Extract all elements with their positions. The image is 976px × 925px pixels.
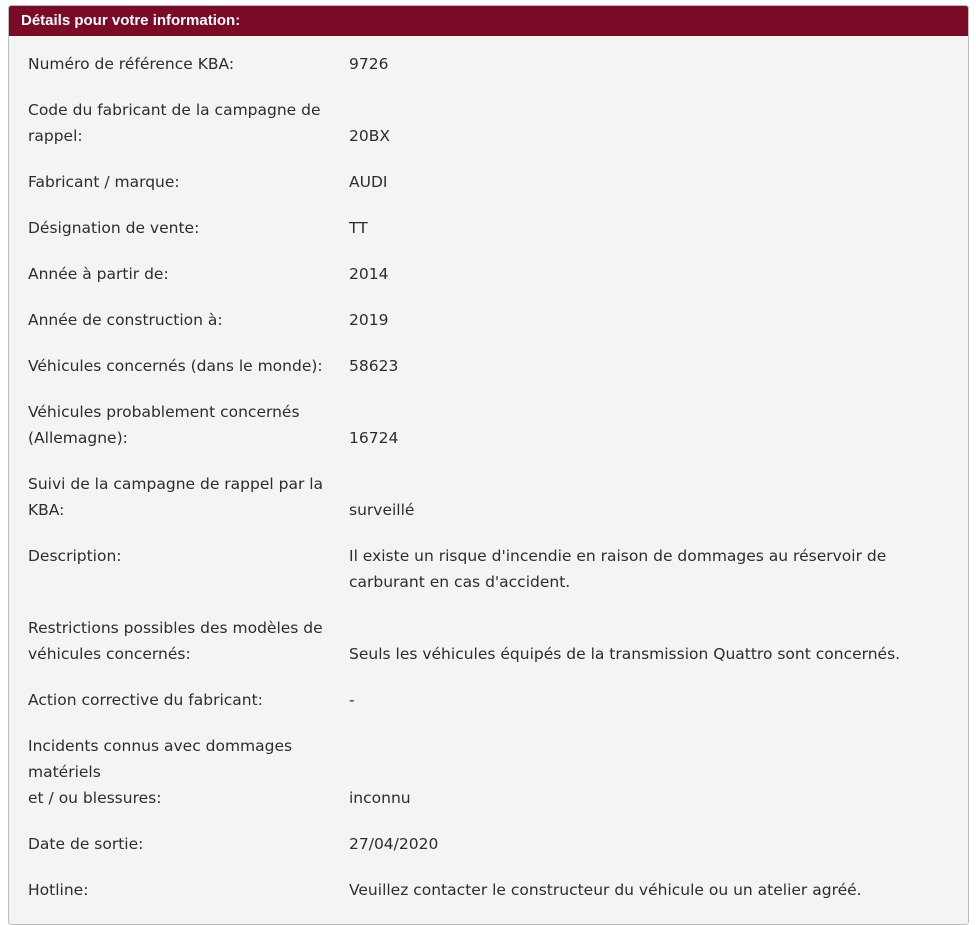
row-value: 2019 [349,311,389,329]
panel-title: Détails pour votre information: [9,6,968,36]
row-value: 27/04/2020 [349,835,439,853]
row-hotline [9,877,968,903]
row-value: AUDI [349,173,388,191]
row-label: Hotline: [28,881,89,899]
row-value: inconnu [349,789,411,807]
row-label: Code du fabricant de la campagne de rappel: [28,101,321,145]
row-model-restrictions [9,615,968,667]
row-label: Suivi de la campagne de rappel par la KBA: [28,475,324,519]
row-label: Année de construction à: [28,311,223,329]
row-label: Description: [28,547,122,565]
row-label: Action corrective du fabricant: [28,691,263,709]
row-description [9,543,968,595]
row-manufacturer-code [9,97,968,149]
row-value: 16724 [349,429,399,447]
row-value: Veuillez contacter le constructeur du véhicule ou un atelier agréé. [349,881,862,899]
row-label: Désignation de vente: [28,219,200,237]
row-label: Numéro de référence KBA: [28,55,235,73]
row-value: surveillé [349,501,415,519]
row-label: Véhicules concernés (dans le monde): [28,357,323,375]
row-value: Il existe un risque d'incendie en raison de dommages au réservoir de carburant en cas d'accident. [349,547,887,591]
row-known-incidents [9,733,968,811]
row-label: Incidents connus avec dommages matériels et / ou blessures: [28,737,293,807]
row-kba-reference [9,51,968,77]
row-label: Restrictions possibles des modèles de véhicules concernés: [28,619,323,663]
row-year-to [9,307,968,333]
details-panel [8,5,969,925]
row-label: Année à partir de: [28,265,169,283]
row-value: 2014 [349,265,389,283]
row-value: 20BX [349,127,390,145]
row-vehicles-germany [9,399,968,451]
row-corrective-action [9,687,968,713]
row-value: 9726 [349,55,389,73]
row-label: Date de sortie: [28,835,144,853]
row-year-from [9,261,968,287]
row-vehicles-worldwide [9,353,968,379]
row-value: - [349,691,355,709]
row-release-date [9,831,968,857]
row-label: Véhicules probablement concernés (Allemagne): [28,403,300,447]
row-value: 58623 [349,357,399,375]
details-list [9,36,968,903]
row-value: Seuls les véhicules équipés de la transmission Quattro sont concernés. [349,645,901,663]
row-value: TT [349,219,368,237]
row-label: Fabricant / marque: [28,173,180,191]
row-kba-monitoring [9,471,968,523]
row-sales-designation [9,215,968,241]
row-manufacturer-brand [9,169,968,195]
